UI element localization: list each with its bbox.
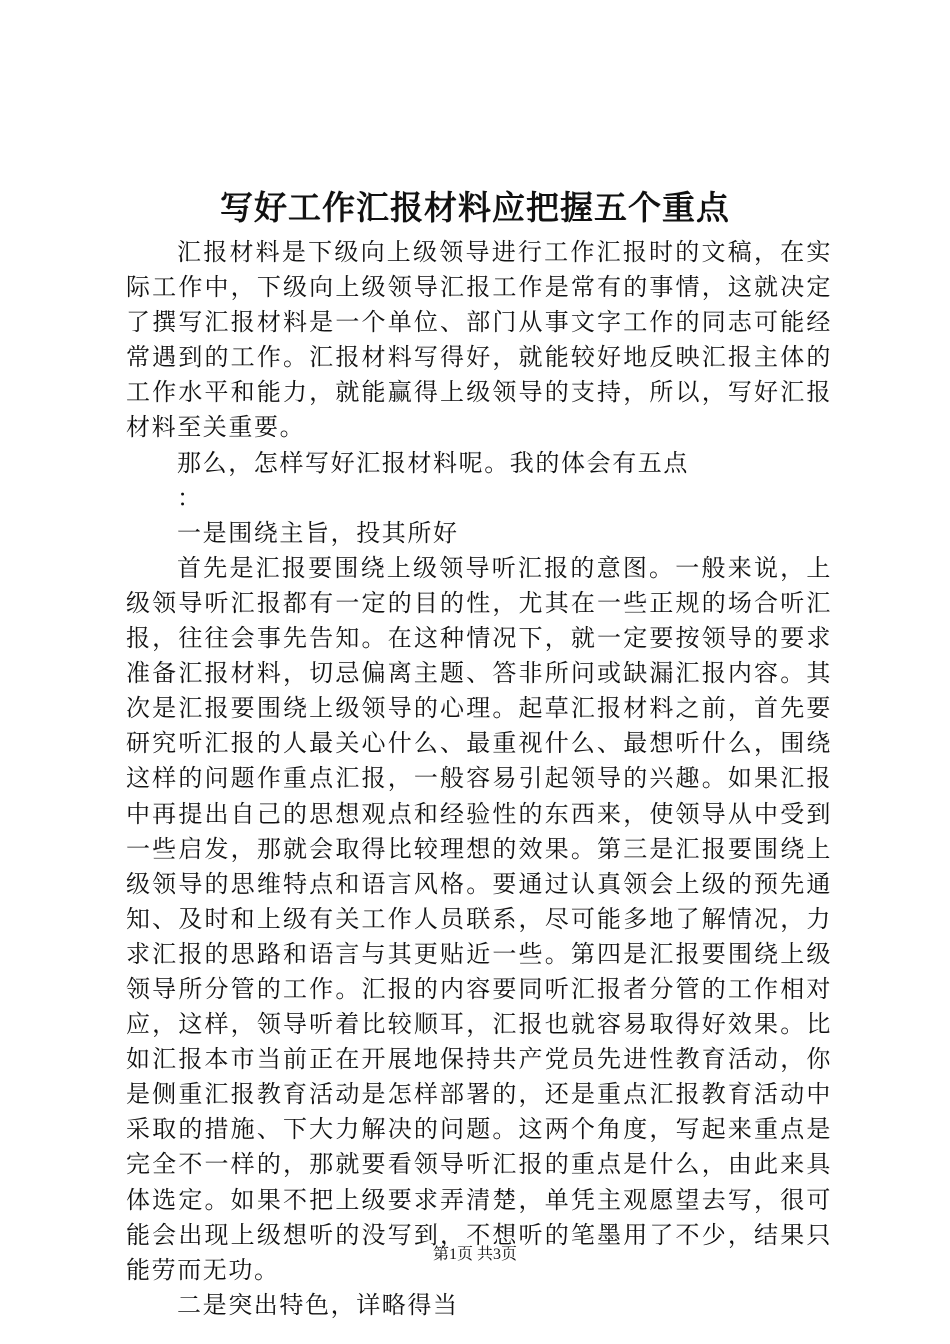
paragraph-question: 那么，怎样写好汇报材料呢。我的体会有五点 (177, 448, 689, 477)
document-body (126, 235, 832, 1323)
document-title: 写好工作汇报材料应把握五个重点 (220, 188, 730, 227)
page-footer: 第1页 共3页 (432, 1246, 517, 1263)
section-heading-1: 一是围绕主旨，投其所好 (177, 518, 459, 547)
section-heading-2: 二是突出特色，详略得当 (177, 1290, 459, 1319)
paragraph-colon: ： (177, 483, 203, 512)
paragraph-section-1: 首先是汇报要围绕上级领导听汇报的意图。一般来说，上级领导听汇报都有一定的目的性，尤其在一些正规的场合听汇报，往往会事先告知。在这种情况下，就一定要按领导的要求准备汇报材料，切忌偏离主题、答非所问或缺漏汇报内容。其次是汇报要围绕上级领导的心理。起草汇报材料之前，首先要研究听汇报的人最关心什么、最重视什么、最想听什么，围绕这样的问题作重点汇报，一般容易引起领导的兴趣。如果汇报中再提出自己的思想观点和经验性的东西来，使领导从中受到一些启发，那就会取得比较理想的效果。第三是汇报要围绕上级领导的思维特点和语言风格。要通过认真领会上级的预先通知、及时和上级有关工作人员联系，尽可能多地了解情况，力求汇报的思路和语言与其更贴近一些。第四是汇报要围绕上级领导所分管的工作。汇报的内容要同听汇报者分管的工作相对应，这样，领导听着比较顺耳，汇报也就容易取得好效果。比如汇报本市当前正在开展地保持共产党员先进性教育活动，你是侧重汇报教育活动是怎样部署的，还是重点汇报教育活动中采取的措施、下大力解决的问题。这两个角度，写起来重点是完全不一样的，那就要看领导听汇报的重点是什么，由此来具体选定。如果不把上级要求弄清楚，单凭主观愿望去写，很可能会出现上级想听的没写到，不想听的笔墨用了不少，结果只能劳而无功。 (126, 553, 832, 1284)
paragraph-intro: 汇报材料是下级向上级领导进行工作汇报时的文稿，在实际工作中，下级向上级领导汇报工作是常有的事情，这就决定了撰写汇报材料是一个单位、部门从事文字工作的同志可能经常遇到的工作。汇报材料写得好，就能较好地反映汇报主体的工作水平和能力，就能赢得上级领导的支持，所以，写好汇报材料至关重要。 (126, 238, 832, 442)
